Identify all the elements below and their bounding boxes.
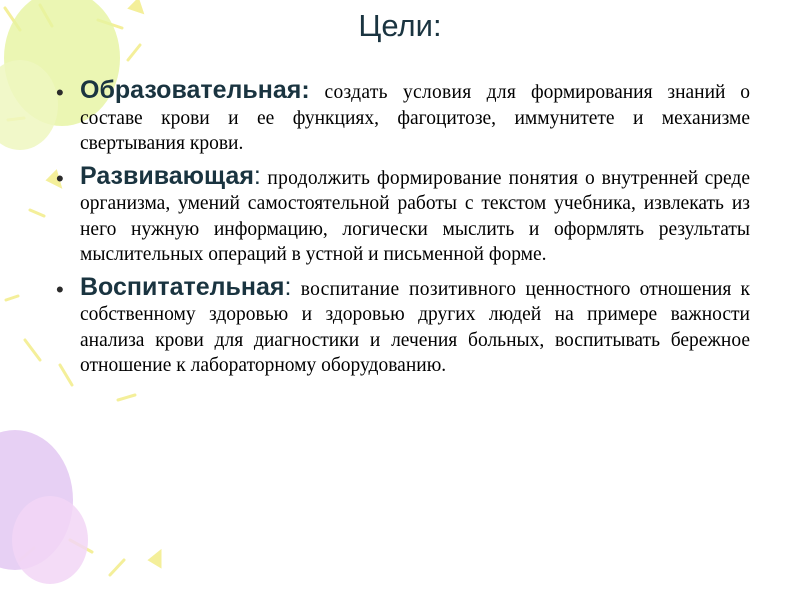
goals-list — [56, 78, 750, 386]
goal-heading: Образовательная: — [80, 76, 310, 104]
goal-lead-text: воспитание позитивного — [300, 278, 517, 300]
goal-item-educational — [56, 78, 750, 157]
goal-text: ценностного отношения к собственному здоровью и здоровью других людей на примере важности анализа крови для диагностики и лечения больных, воспитывать бережное отношение к лабораторному оборудованию. — [80, 278, 751, 376]
goal-item-developmental — [56, 161, 751, 268]
goal-colon: : — [284, 272, 292, 301]
goal-heading: Развивающая — [80, 161, 254, 190]
bullet-icon: • — [56, 80, 64, 105]
goal-heading: Воспитательная — [80, 272, 285, 301]
slide-title: Цели: — [358, 8, 442, 43]
goal-item-upbringing — [56, 272, 751, 379]
bullet-icon: • — [56, 276, 64, 302]
goal-text: внутренней среде организма, умений самостоятельной работы с текстом учебника, извлекать из него нужную информацию, логически мыслить и оформлять результаты мыслительных операций в устной и письменной форме. — [80, 167, 751, 265]
goal-text: формирования знаний о составе крови и ее функциях, фагоцитозе, иммунитете и механизме свертывания крови. — [80, 82, 751, 154]
bullet-icon: • — [56, 165, 64, 191]
goal-colon: : — [253, 161, 261, 190]
goal-lead-text: создать условия для — [324, 82, 517, 103]
pink-balloon — [12, 496, 88, 584]
goal-lead-text: продолжить формирование понятия о — [267, 167, 596, 189]
